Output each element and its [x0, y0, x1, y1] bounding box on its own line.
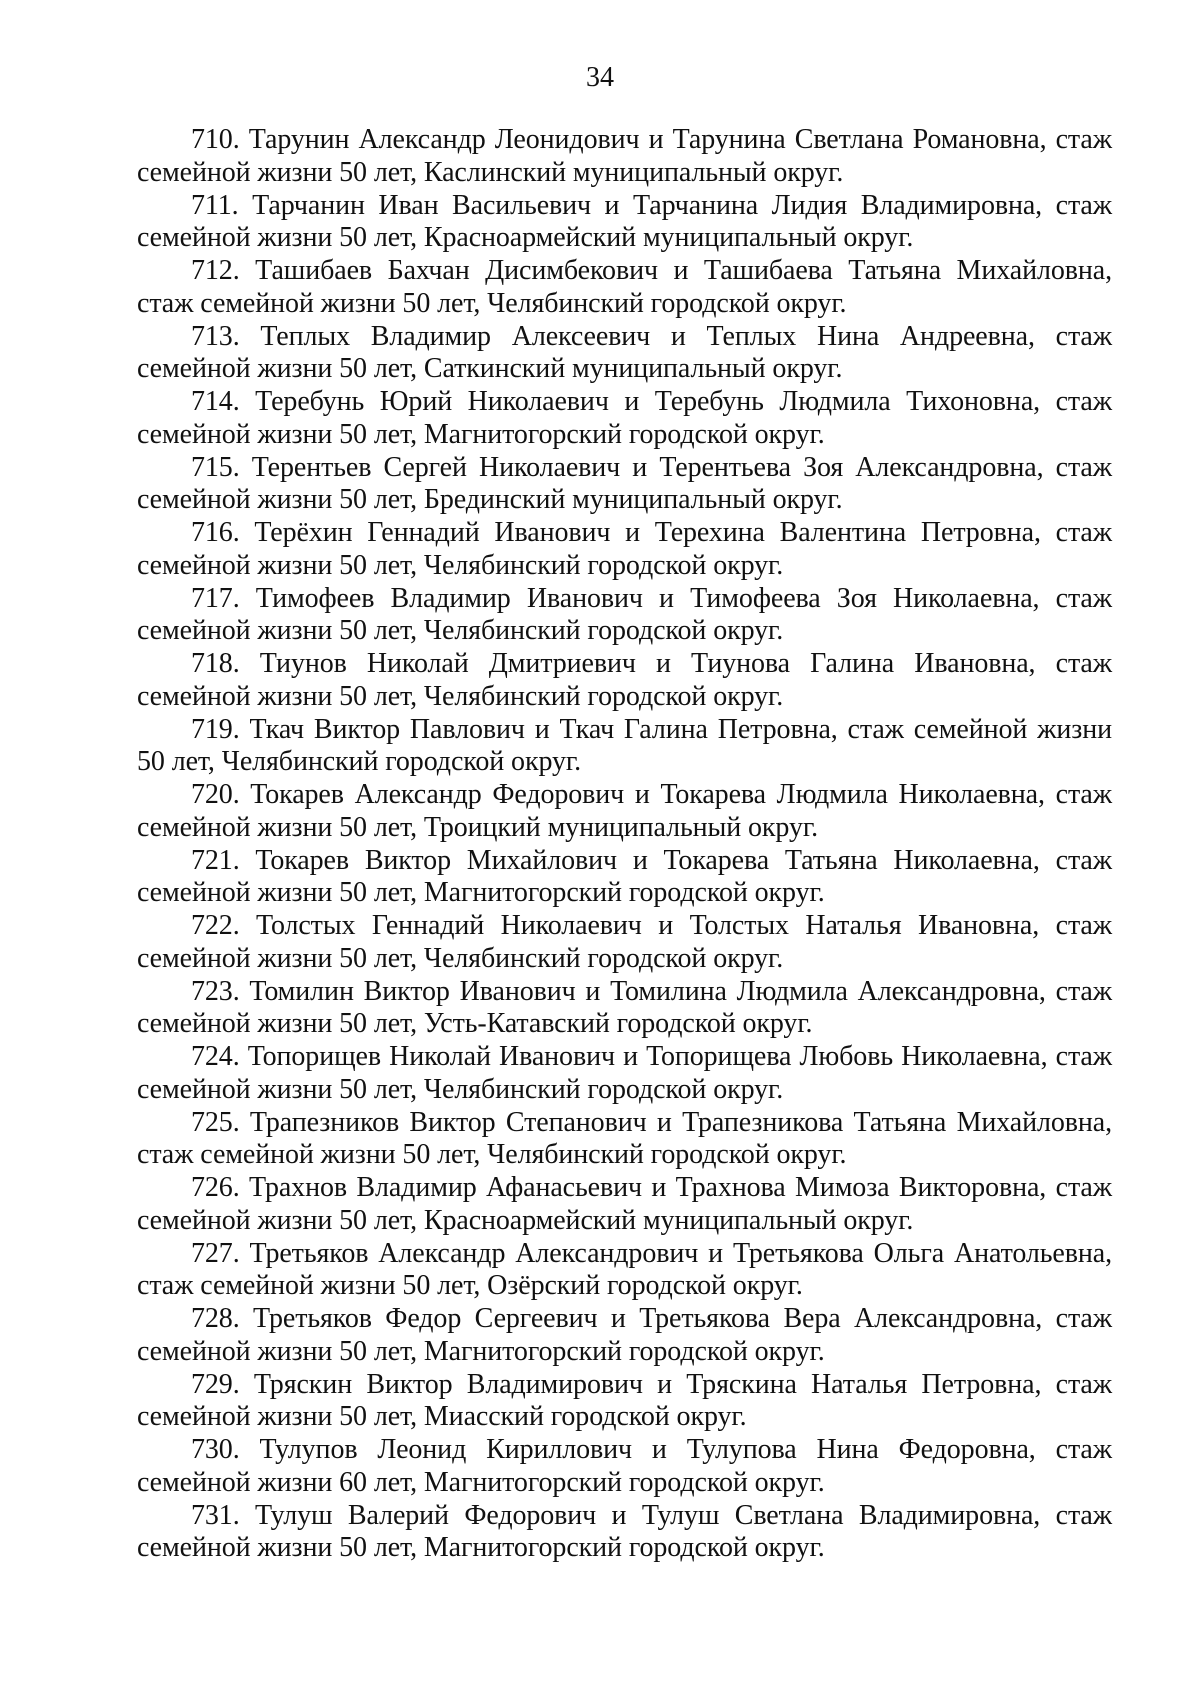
list-item: 725. Трапезников Виктор Степанович и Трапезникова Татьяна Михайловна, стаж семейной жизни 50 лет, Челябинский городской округ. — [137, 1106, 1112, 1170]
list-item: 731. Тулуш Валерий Федорович и Тулуш Светлана Владимировна, стаж семейной жизни 50 лет, Магнитогорский городской округ. — [137, 1499, 1112, 1563]
list-item: 719. Ткач Виктор Павлович и Ткач Галина Петровна, стаж семейной жизни 50 лет, Челябинский городской округ. — [137, 713, 1112, 777]
list-item: 711. Тарчанин Иван Васильевич и Тарчанина Лидия Владимировна, стаж семейной жизни 50 лет, Красноармейский муниципальный округ. — [137, 189, 1112, 253]
entry-list — [137, 124, 1112, 1565]
list-item: 712. Ташибаев Бахчан Дисимбекович и Ташибаева Татьяна Михайловна, стаж семейной жизни 50 лет, Челябинский городской округ. — [137, 255, 1112, 319]
list-item: 726. Трахнов Владимир Афанасьевич и Трахнова Мимоза Викторовна, стаж семейной жизни 50 лет, Красноармейский муниципальный округ. — [137, 1172, 1112, 1236]
list-item: 713. Теплых Владимир Алексеевич и Теплых Нина Андреевна, стаж семейной жизни 50 лет, Саткинский муниципальный округ. — [137, 320, 1112, 384]
list-item: 717. Тимофеев Владимир Иванович и Тимофеева Зоя Николаевна, стаж семейной жизни 50 лет, Челябинский городской округ. — [137, 582, 1112, 646]
list-item: 715. Терентьев Сергей Николаевич и Терентьева Зоя Александровна, стаж семейной жизни 50 лет, Брединский муниципальный округ. — [137, 451, 1112, 515]
list-item: 714. Теребунь Юрий Николаевич и Теребунь Людмила Тихоновна, стаж семейной жизни 50 лет, Магнитогорский городской округ. — [137, 386, 1112, 450]
list-item: 724. Топорищев Николай Иванович и Топорищева Любовь Николаевна, стаж семейной жизни 50 лет, Челябинский городской округ. — [137, 1041, 1112, 1105]
list-item: 730. Тулупов Леонид Кириллович и Тулупова Нина Федоровна, стаж семейной жизни 60 лет, Магнитогорский городской округ. — [137, 1434, 1112, 1498]
page-number: 34 — [586, 62, 614, 93]
list-item: 718. Тиунов Николай Дмитриевич и Тиунова Галина Ивановна, стаж семейной жизни 50 лет, Челябинский городской округ. — [137, 648, 1112, 712]
list-item: 727. Третьяков Александр Александрович и Третьякова Ольга Анатольевна, стаж семейной жизни 50 лет, Озёрский городской округ. — [137, 1237, 1112, 1301]
list-item: 728. Третьяков Федор Сергеевич и Третьякова Вера Александровна, стаж семейной жизни 50 лет, Магнитогорский городской округ. — [137, 1303, 1112, 1367]
list-item: 710. Тарунин Александр Леонидович и Тарунина Светлана Романовна, стаж семейной жизни 50 лет, Каслинский муниципальный округ. — [137, 124, 1112, 188]
list-item: 729. Тряскин Виктор Владимирович и Тряскина Наталья Петровна, стаж семейной жизни 50 лет, Миасский городской округ. — [137, 1368, 1112, 1432]
list-item: 722. Толстых Геннадий Николаевич и Толстых Наталья Ивановна, стаж семейной жизни 50 лет, Челябинский городской округ. — [137, 910, 1112, 974]
list-item: 721. Токарев Виктор Михайлович и Токарева Татьяна Николаевна, стаж семейной жизни 50 лет, Магнитогорский городской округ. — [137, 844, 1112, 908]
list-item: 720. Токарев Александр Федорович и Токарева Людмила Николаевна, стаж семейной жизни 50 лет, Троицкий муниципальный округ. — [137, 779, 1112, 843]
list-item: 723. Томилин Виктор Иванович и Томилина Людмила Александровна, стаж семейной жизни 50 лет, Усть-Катавский городской округ. — [137, 975, 1112, 1039]
list-item: 716. Терёхин Геннадий Иванович и Терехина Валентина Петровна, стаж семейной жизни 50 лет, Челябинский городской округ. — [137, 517, 1112, 581]
